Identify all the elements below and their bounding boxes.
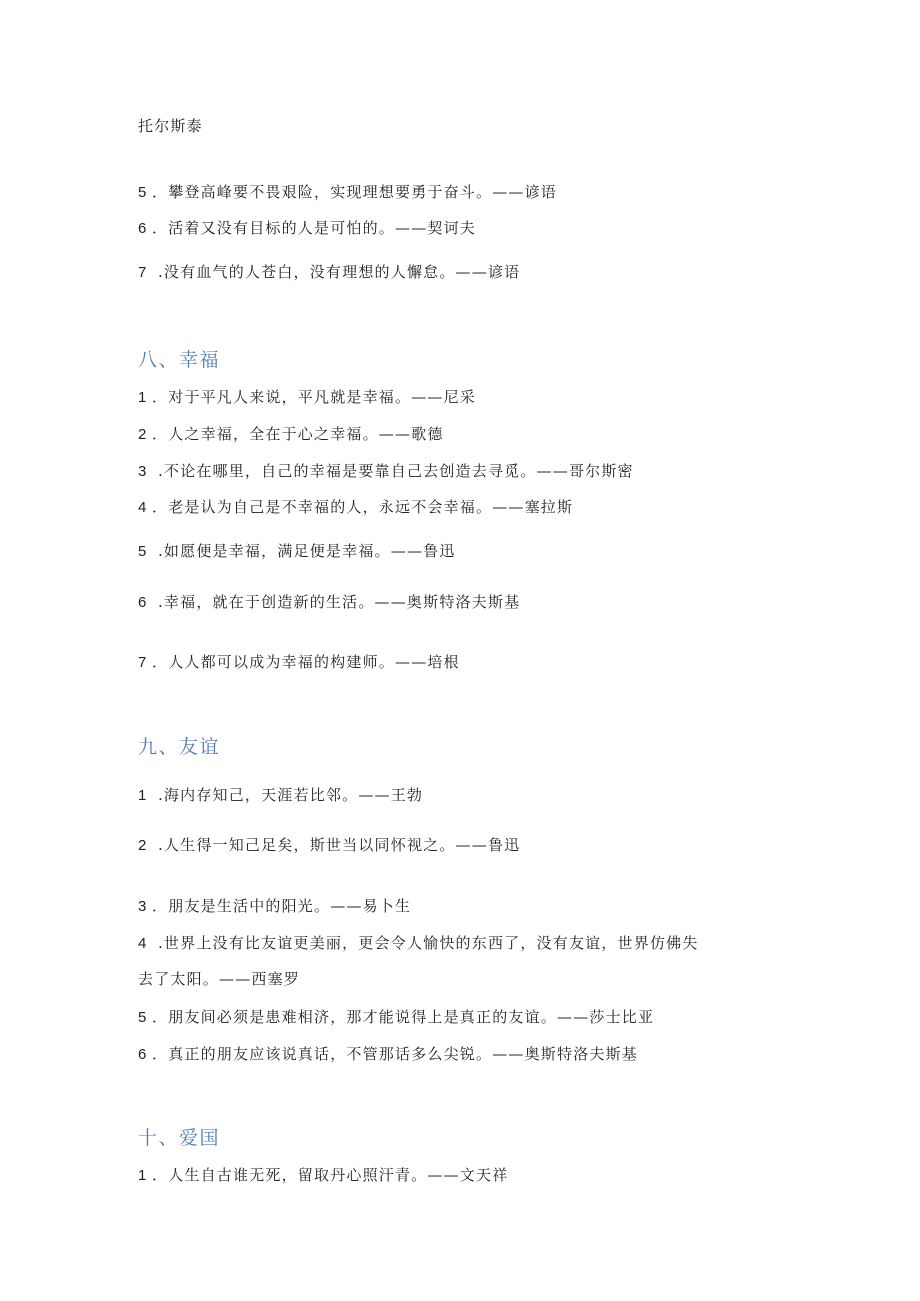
happiness-quote-4	[138, 497, 573, 518]
item-number: 3	[138, 463, 148, 480]
quote-text: .不论在哪里，自己的幸福是要靠自己去创造去寻觅。——哥尔斯密	[152, 462, 634, 480]
quote-text: 去了太阳。——西塞罗	[138, 970, 301, 988]
patriotism-quote-1	[138, 1165, 508, 1186]
friendship-quote-3	[138, 896, 411, 917]
quote-text: .没有血气的人苍白，没有理想的人懈怠。——谚语	[152, 263, 521, 281]
happiness-quote-7	[138, 652, 460, 673]
item-number: 1	[138, 389, 148, 406]
item-number: 2	[138, 426, 148, 443]
item-number: 6	[138, 1046, 148, 1063]
happiness-quote-1	[138, 387, 476, 408]
top-attribution: 托尔斯泰	[138, 117, 203, 135]
item-number: 2	[138, 837, 148, 854]
quote-text: ．老是认为自己是不幸福的人，永远不会幸福。——塞拉斯	[152, 498, 574, 516]
section-heading-happiness: 八、幸福	[138, 349, 221, 371]
dream-quote-7	[138, 262, 520, 283]
item-number: 4	[138, 935, 148, 952]
item-number: 1	[138, 787, 148, 804]
happiness-quote-2	[138, 424, 444, 445]
item-number: 1	[138, 1167, 148, 1184]
quote-text: ．人之幸福，全在于心之幸福。——歌德	[152, 425, 444, 443]
quote-text: .海内存知己，天涯若比邻。——王勃	[152, 786, 424, 804]
friendship-quote-1	[138, 785, 423, 806]
item-number: 6	[138, 594, 148, 611]
quote-text: .如愿便是幸福，满足便是幸福。——鲁迅	[152, 542, 456, 560]
item-number: 5	[138, 543, 148, 560]
quote-text: ．朋友是生活中的阳光。——易卜生	[152, 897, 412, 915]
quote-text: ．活着又没有目标的人是可怕的。——契诃夫	[152, 219, 477, 237]
item-number: 7	[138, 264, 148, 281]
item-number: 6	[138, 220, 148, 237]
quote-text: .人生得一知己足矣，斯世当以同怀视之。——鲁迅	[152, 836, 521, 854]
friendship-quote-6	[138, 1044, 638, 1065]
item-number: 5	[138, 184, 148, 201]
section-heading-patriotism: 十、爱国	[138, 1127, 221, 1149]
item-number: 3	[138, 898, 148, 915]
happiness-quote-5	[138, 541, 456, 562]
dream-quote-5	[138, 182, 557, 203]
happiness-quote-3	[138, 461, 634, 482]
quote-text: .世界上没有比友谊更美丽，更会令人愉快的东西了，没有友谊，世界仿佛失	[152, 934, 699, 952]
quote-text: .幸福，就在于创造新的生活。——奥斯特洛夫斯基	[152, 593, 521, 611]
friendship-quote-2	[138, 835, 520, 856]
item-number: 5	[138, 1009, 148, 1026]
quote-text: ．人人都可以成为幸福的构建师。——培根	[152, 653, 460, 671]
item-number: 4	[138, 499, 148, 516]
happiness-quote-6	[138, 592, 520, 613]
section-heading-friendship: 九、友谊	[138, 736, 221, 758]
dream-quote-6	[138, 218, 476, 239]
quote-text: ．人生自古谁无死，留取丹心照汗青。——文天祥	[152, 1166, 509, 1184]
friendship-quote-4-continued	[138, 969, 300, 989]
quote-text: ．朋友间必须是患难相济，那才能说得上是真正的友谊。——莎士比亚	[152, 1008, 655, 1026]
friendship-quote-5	[138, 1007, 654, 1028]
quote-text: ．对于平凡人来说，平凡就是幸福。——尼采	[152, 388, 477, 406]
friendship-quote-4	[138, 933, 699, 954]
quote-text: ．攀登高峰要不畏艰险，实现理想要勇于奋斗。——谚语	[152, 183, 558, 201]
quote-text: ．真正的朋友应该说真话，不管那话多么尖锐。——奥斯特洛夫斯基	[152, 1045, 639, 1063]
item-number: 7	[138, 654, 148, 671]
